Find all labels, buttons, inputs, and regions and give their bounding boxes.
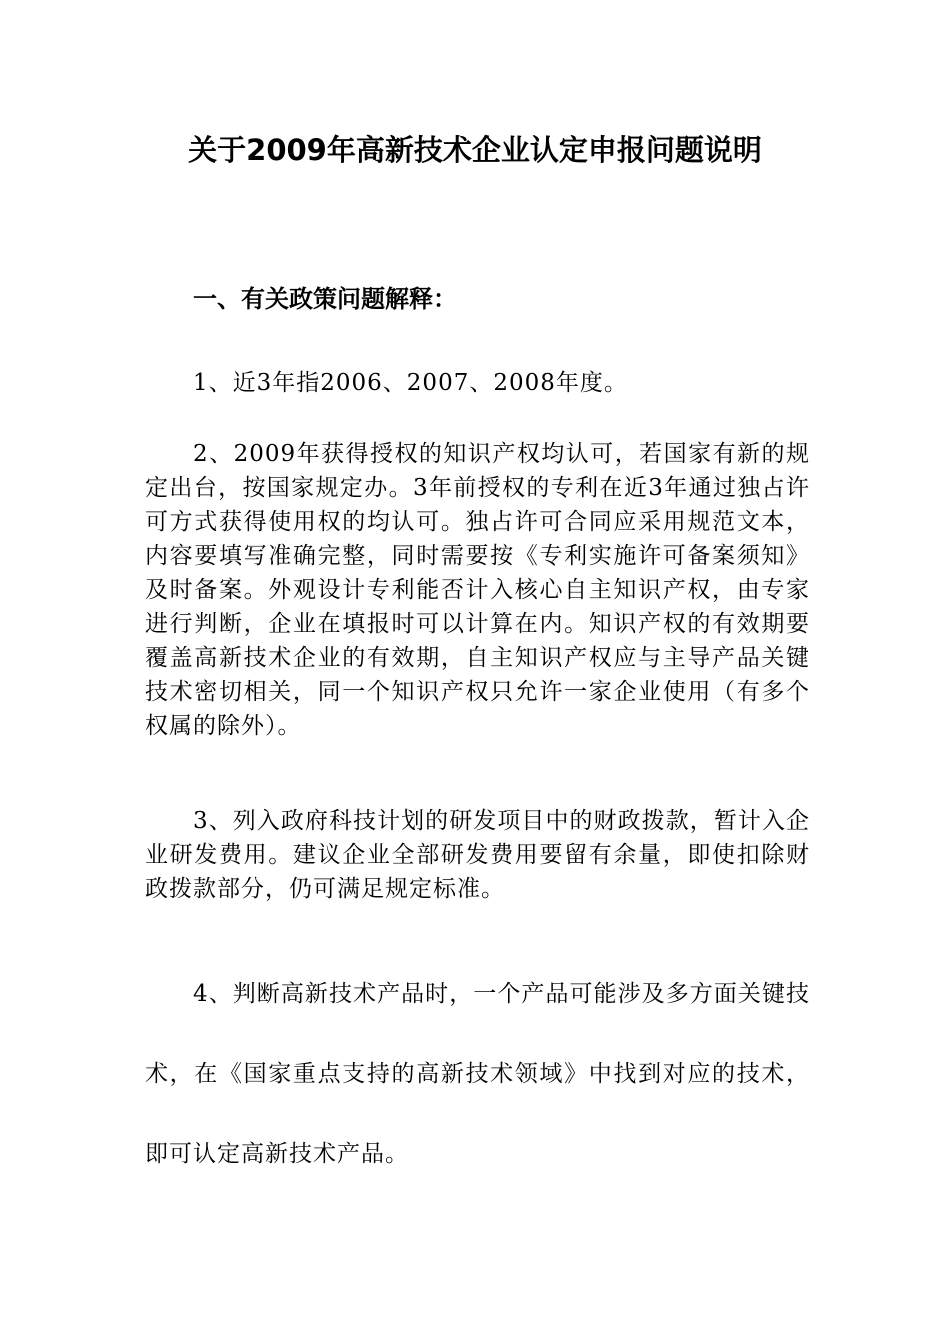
- section-heading: 一、有关政策问题解释：: [193, 285, 457, 313]
- paragraph-4: 4、判断高新技术产品时，一个产品可能涉及多方面关键技术，在《国家重点支持的高新技术领域》中找到对应的技术，即可认定高新技术产品。: [145, 981, 810, 1167]
- paragraph-2: 2、2009年获得授权的知识产权均认可，若国家有新的规定出台，按国家规定办。3年前授权的专利在近3年通过独占许可方式获得使用权的均认可。独占许可合同应采用规范文本，内容要填写准确完整，同时需要按《专利实施许可备案须知》及时备案。外观设计专利能否计入核心自主知识产权，由专家进行判断，企业在填报时可以计算在内。知识产权的有效期要覆盖高新技术企业的有效期，自主知识产权应与主导产品关键技术密切相关，同一个知识产权只允许一家企业使用（有多个权属的除外）。: [145, 441, 810, 739]
- paragraph-1: 1、近3年指2006、2007、2008年度。: [193, 370, 628, 396]
- paragraph-3: 3、列入政府科技计划的研发项目中的财政拨款，暂计入企业研发费用。建议企业全部研发费用要留有余量，即使扣除财政拨款部分，仍可满足规定标准。: [145, 808, 810, 902]
- document-title: 关于2009年高新技术企业认定申报问题说明: [188, 133, 762, 167]
